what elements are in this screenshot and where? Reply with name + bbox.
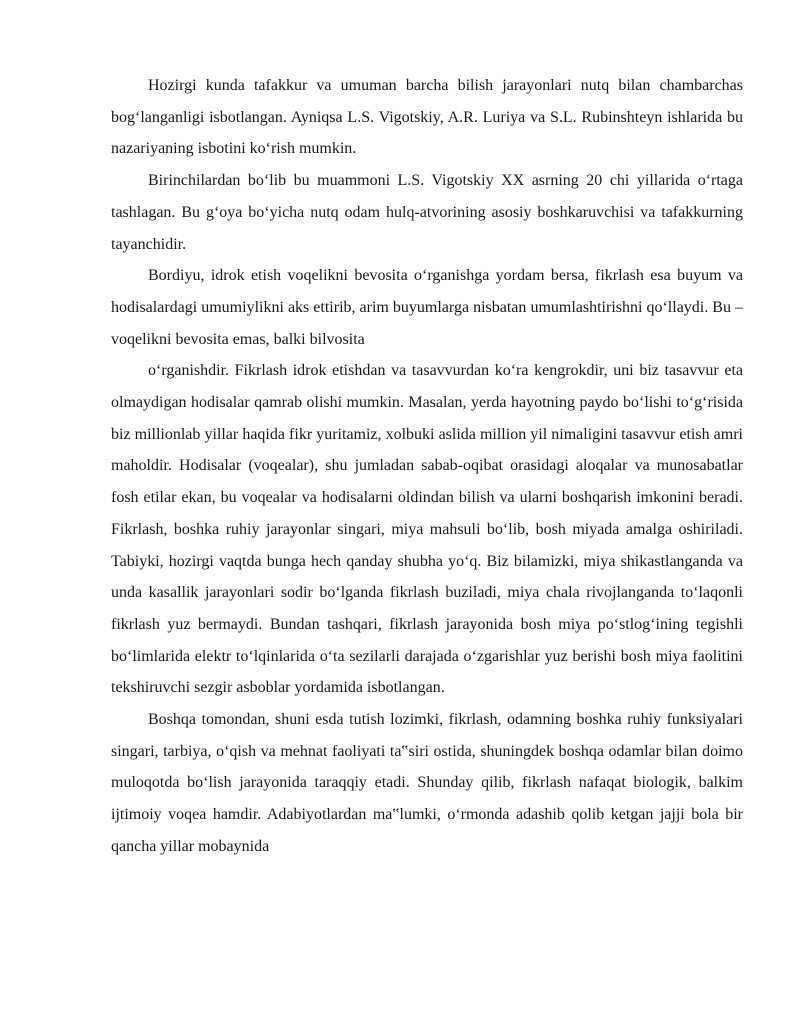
paragraph-4: o‘rganishdir. Fikrlash idrok etishdan va tasavvurdan ko‘ra kengrokdir, uni biz tasavvur eta olmaydigan hodisalar qamrab olishi mumkin. Masalan, yerda hayotning paydo bo‘lishi to‘g‘risida biz millionlab yillar haqida fikr yuritamiz, xolbuki aslida million yil nimaligini tasavvur etish amri maholdir. Hodisalar (voqealar), shu jumladan sabab-oqibat orasidagi aloqalar va munosabatlar fosh etilar ekan, bu voqealar va hodisalarni oldindan bilish va ularni boshqarish imkonini beradi. Fikrlash, boshka ruhiy jarayonlar singari, miya mahsuli bo‘lib, bosh miyada amalga oshiriladi. Tabiyki, hozirgi vaqtda bunga hech qanday shubha yo‘q. Biz bilamizki, miya shikastlanganda va unda kasallik jarayonlari sodir bo‘lganda fikrlash buziladi, miya chala rivojlanganda to‘laqonli fikrlash yuz bermaydi. Bundan tashqari, fikrlash jarayonida bosh miya po‘stlog‘ining tegishli bo‘limlarida elektr to‘lqinlarida o‘ta sezilarli darajada o‘zgarishlar yuz berishi bosh miya faolitini tekshiruvchi sezgir asboblar yordamida isbotlangan. xyxy=(111,362,743,697)
paragraph-3: Bordiyu, idrok etish voqelikni bevosita o‘rganishga yordam bersa, fikrlash esa buyum va hodisalardagi umumiylikni aks ettirib, arim buyumlarga nisbatan umumlashtirishni qo‘llaydi. Bu – voqelikni bevosita emas, balki bilvosita xyxy=(111,267,743,348)
paragraph-5: Boshqa tomondan, shuni esda tutish lozimki, fikrlash, odamning boshka ruhiy funksiyalari singari, tarbiya, o‘qish va mehnat faoliyati ta‟siri ostida, shuningdek boshqa odamlar bilan doimo muloqotda bo‘lish jarayonida taraqqiy etadi. Shunday qilib, fikrlash nafaqat biologik, balkim ijtimoiy voqea hamdir. Adabiyotlardan ma‟lumki, o‘rmonda adashib qolib ketgan jajji bola bir qancha yillar mobaynida xyxy=(111,711,743,855)
paragraph-1: Hozirgi kunda tafakkur va umuman barcha bilish jarayonlari nutq bilan chambarchas bog‘langanligi isbotlangan. Ayniqsa L.S. Vigotskiy, A.R. Luriya va S.L. Rubinshteyn ishlarida bu nazariyaning isbotini ko‘rish mumkin. xyxy=(111,77,743,158)
paragraph-2: Birinchilardan bo‘lib bu muammoni L.S. Vigotskiy XX asrning 20 chi yillarida o‘rtaga tashlagan. Bu g‘oya bo‘yicha nutq odam hulq-atvorining asosiy boshkaruvchisi va tafakkurning tayanchidir. xyxy=(111,172,743,253)
document-body xyxy=(111,70,743,863)
